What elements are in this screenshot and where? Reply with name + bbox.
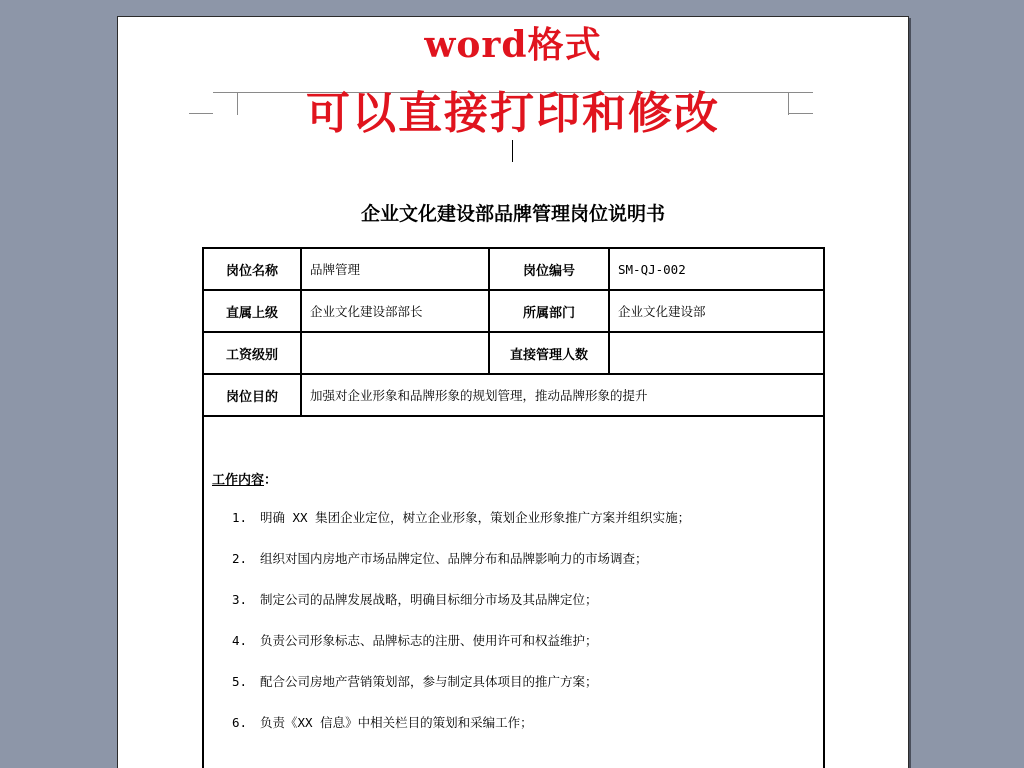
list-item-text: 组织对国内房地产市场品牌定位、品牌分布和品牌影响力的市场调查； — [260, 551, 648, 566]
label-job-title[interactable]: 岗位名称 — [203, 248, 301, 290]
job-content-heading-text: 工作内容 — [212, 473, 265, 488]
table-row — [203, 416, 824, 768]
value-job-title[interactable]: 品牌管理 — [301, 248, 489, 290]
list-item-number: 3. — [232, 592, 248, 607]
list-item-number: 6. — [232, 715, 248, 730]
job-content-heading — [212, 469, 815, 488]
label-supervisor[interactable]: 直属上级 — [203, 290, 301, 332]
list-item-text: 明确 XX 集团企业定位，树立企业形象，策划企业形象推广方案并组织实施； — [260, 510, 691, 525]
table-row — [203, 248, 824, 290]
table-row — [203, 290, 824, 332]
label-department[interactable]: 所属部门 — [489, 290, 609, 332]
list-item[interactable] — [212, 672, 815, 692]
list-item-number: 2. — [232, 551, 248, 566]
list-item[interactable] — [212, 713, 815, 733]
job-content-heading-colon: ： — [264, 473, 278, 488]
list-item[interactable] — [212, 508, 815, 528]
list-item-text: 负责《XX 信息》中相关栏目的策划和采编工作； — [260, 715, 533, 730]
list-item-number: 5. — [232, 674, 248, 689]
duty-list — [212, 508, 815, 733]
job-content-cell[interactable] — [203, 416, 824, 768]
document-page[interactable] — [117, 16, 909, 768]
list-item-text: 制定公司的品牌发展战略，明确目标细分市场及其品牌定位； — [260, 592, 598, 607]
value-supervisor[interactable]: 企业文化建设部部长 — [301, 290, 489, 332]
text-cursor — [512, 140, 513, 162]
label-direct-reports[interactable]: 直接管理人数 — [489, 332, 609, 374]
job-description-table[interactable] — [202, 247, 825, 768]
table-row — [203, 374, 824, 416]
label-job-purpose[interactable]: 岗位目的 — [203, 374, 301, 416]
list-item[interactable] — [212, 590, 815, 610]
list-item[interactable] — [212, 549, 815, 569]
label-salary-grade[interactable]: 工资级别 — [203, 332, 301, 374]
value-job-purpose[interactable]: 加强对企业形象和品牌形象的规划管理，推动品牌形象的提升 — [301, 374, 824, 416]
value-salary-grade[interactable] — [301, 332, 489, 374]
list-item[interactable] — [212, 631, 815, 651]
watermark-editable-text: 可以直接打印和修改 — [306, 88, 720, 139]
table-row — [203, 332, 824, 374]
list-item-number: 1. — [232, 510, 248, 525]
label-job-code[interactable]: 岗位编号 — [489, 248, 609, 290]
list-item-number: 4. — [232, 633, 248, 648]
list-item-text: 配合公司房地产营销策划部，参与制定具体项目的推广方案； — [260, 674, 598, 689]
watermark-format-text: word格式 — [424, 24, 602, 66]
value-department[interactable]: 企业文化建设部 — [609, 290, 824, 332]
value-job-code[interactable]: SM-QJ-002 — [609, 248, 824, 290]
value-direct-reports[interactable] — [609, 332, 824, 374]
list-item-text: 负责公司形象标志、品牌标志的注册、使用许可和权益维护； — [260, 633, 598, 648]
document-title[interactable]: 企业文化建设部品牌管理岗位说明书 — [360, 203, 665, 225]
